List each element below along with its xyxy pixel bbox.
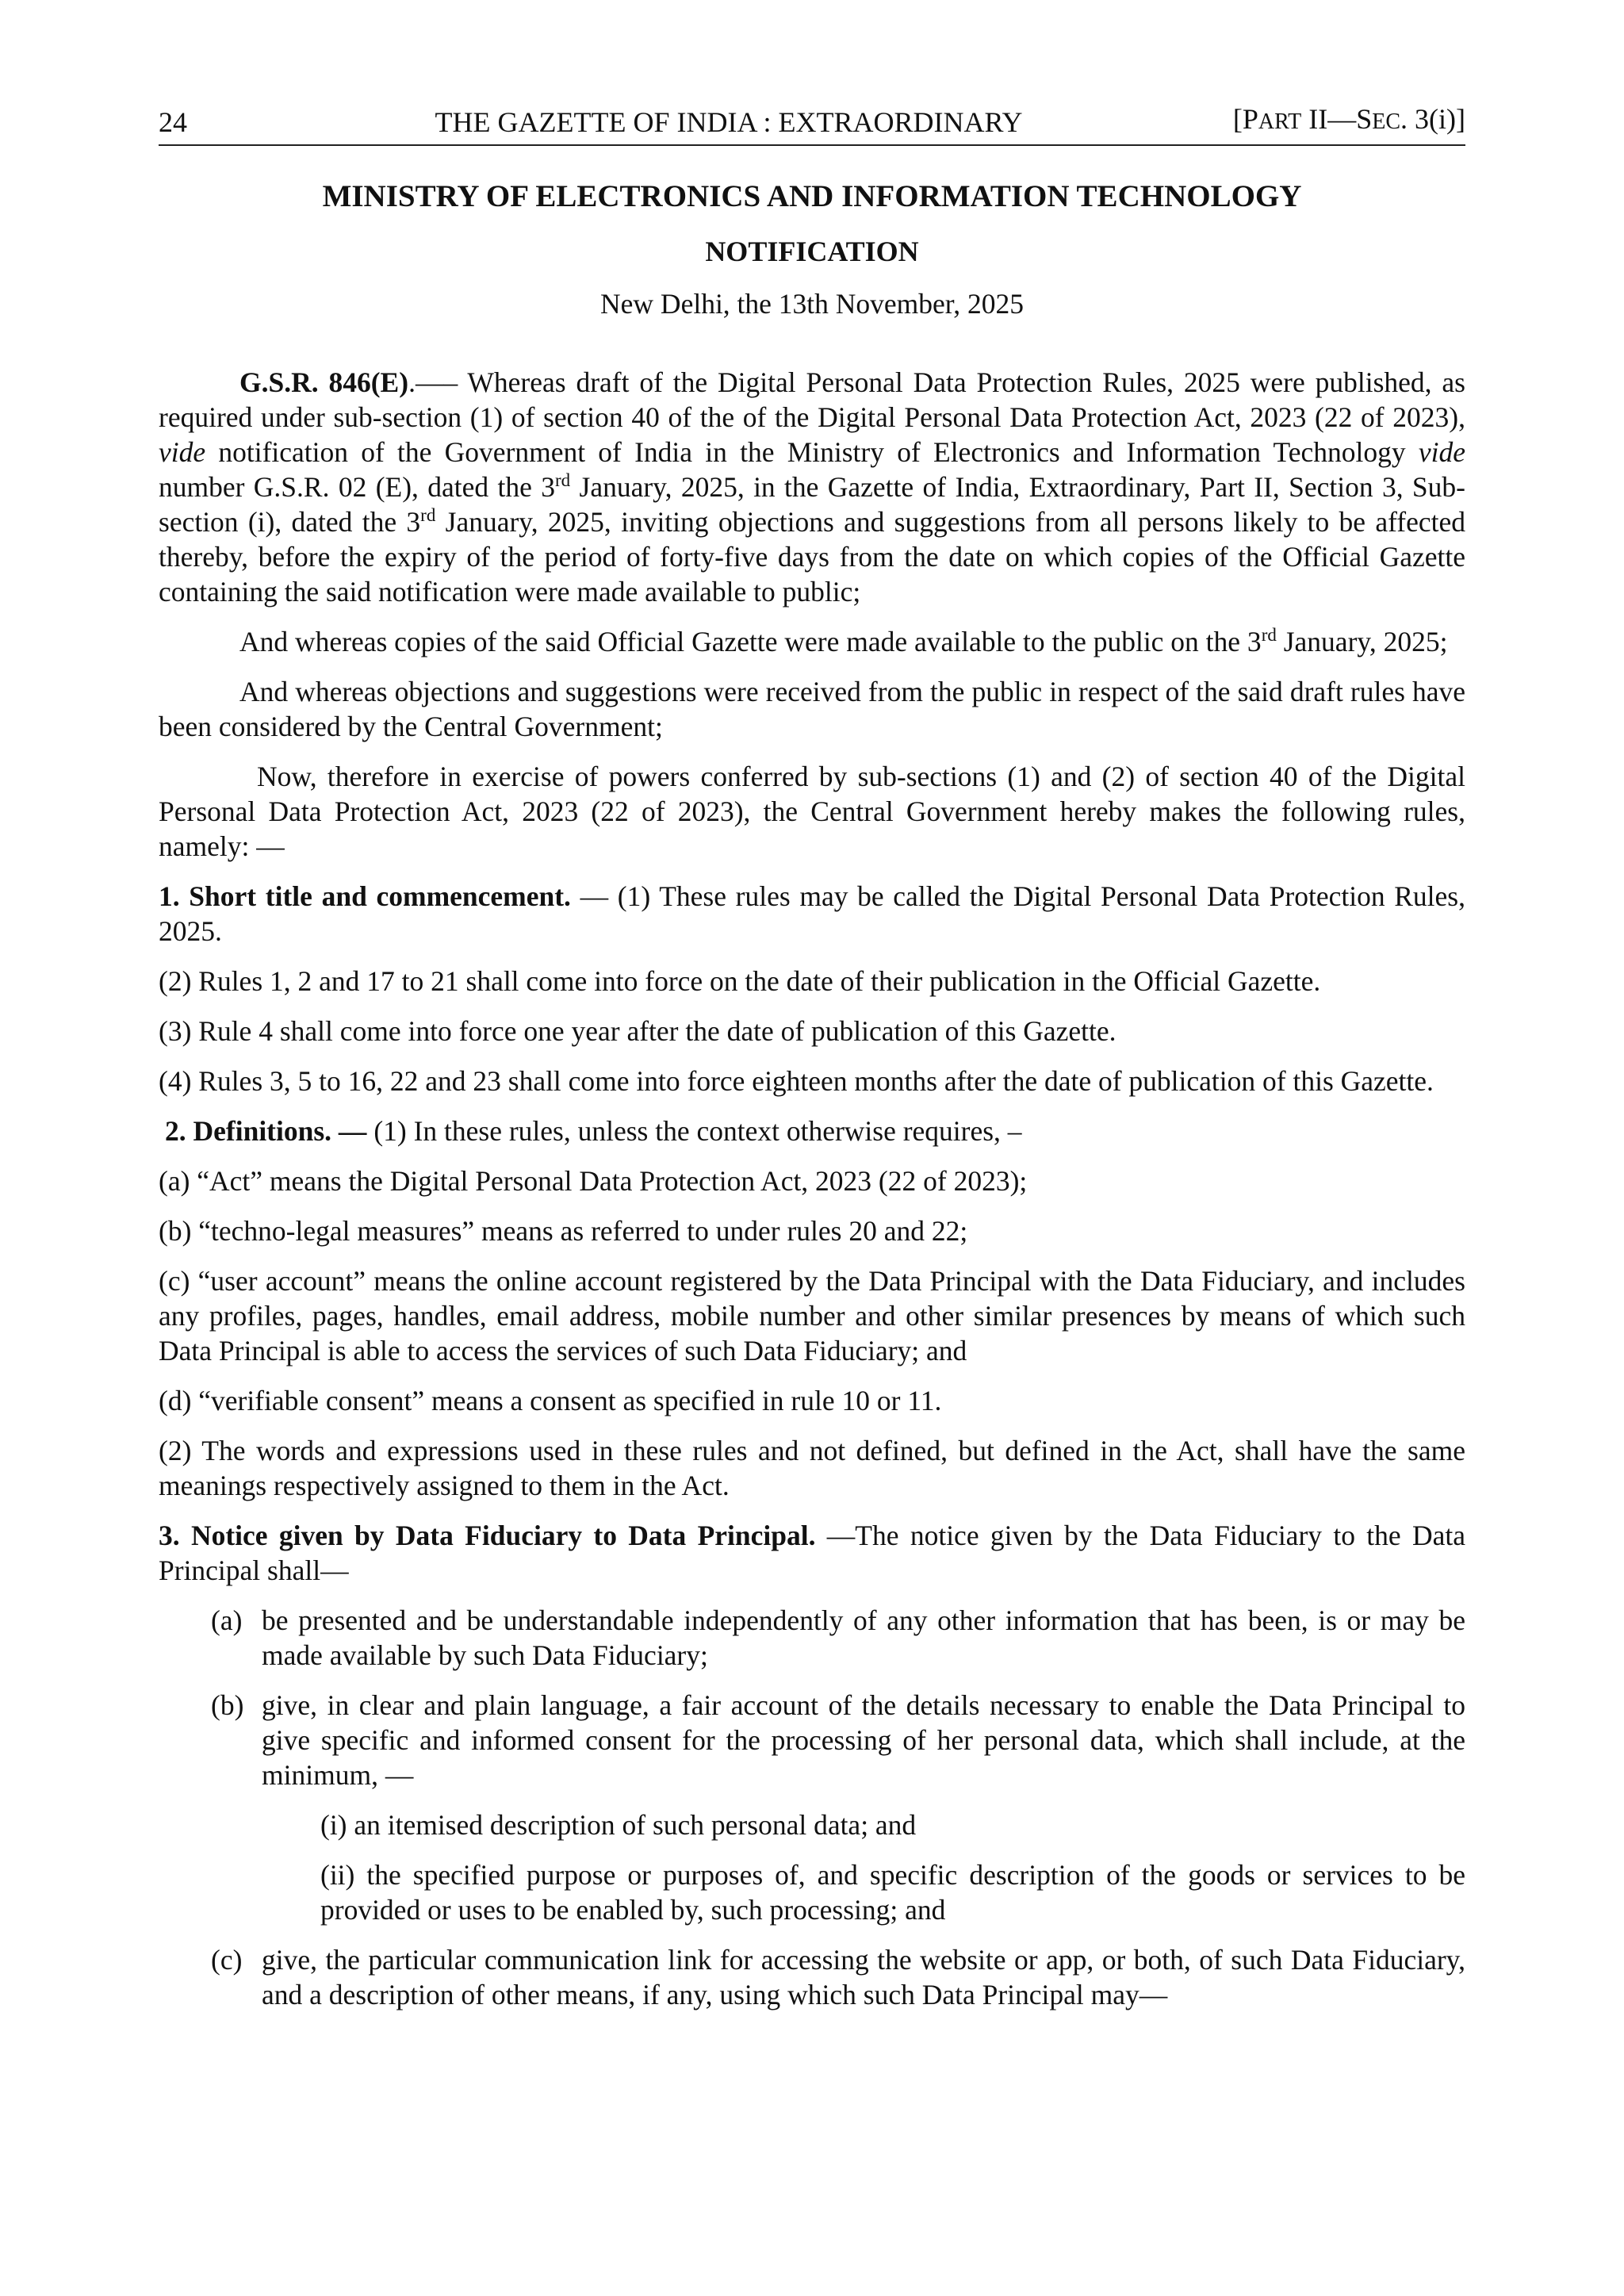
item-text: give, in clear and plain language, a fair account of the details necessary to enable the Data Principal to give specific and informed consent for the processing of her personal data, which shall include, at the minimum, — [262,1689,1465,1791]
rule-1-heading: 1. Short title and commencement. [159,880,571,912]
rule-2-paragraph [159,1114,1465,1148]
part-smallcaps: ART [1258,109,1302,134]
rule-3-paragraph [159,1518,1465,1588]
ordinal-suffix: rd [1261,625,1277,646]
item-text: be presented and be understandable independently of any other information that has been, is or may be made available by such Data Fiduciary; [262,1604,1465,1671]
item-label: (b) [211,1689,244,1721]
part-open: [P [1232,103,1258,135]
preamble-paragraph-2 [159,624,1465,659]
notification-heading: NOTIFICATION [705,236,919,267]
rule-1-subrule-4: (4) Rules 3, 5 to 16, 22 and 23 shall come into force eighteen months after the date of publication of this Gazette. [159,1065,1434,1097]
part-mid: II—S [1301,103,1373,135]
rule-3-item-c [159,1942,1465,2012]
part-close: . 3(i)] [1400,103,1465,135]
definition-d: (d) “verifiable consent” means a consent as specified in rule 10 or 11. [159,1385,942,1416]
rule-3-subitem-i: (i) an itemised description of such personal data; and [320,1809,917,1841]
rule-1-subrule-3: (3) Rule 4 shall come into force one year after the date of publication of this Gazette. [159,1015,1116,1047]
rule-2-text: (1) In these rules, unless the context otherwise requires, – [366,1115,1022,1147]
rule-2-subrule-2: (2) The words and expressions used in these rules and not defined, but defined in the Act, shall have the same meanings respectively assigned to them in the Act. [159,1435,1465,1501]
item-text: give, the particular communication link for accessing the website or app, or both, of such Data Fiduciary, and a description of other means, if any, using which such Data Principal may— [262,1944,1465,2010]
preamble-paragraph-4: Now, therefore in exercise of powers conferred by sub-sections (1) and (2) of section 40 of the Digital Personal Data Protection Act, 2023 (22 of 2023), the Central Government hereby makes the following rules, namely: — [159,761,1465,862]
item-label: (a) [211,1604,243,1636]
preamble-text: January, 2025, in the Gazette of India, Extraordinary, Part II, Section 3, Sub-section (i), dated the 3 [159,471,1465,538]
preamble-text: January, 2025; [1276,626,1448,657]
rule-3-subitem-ii: (ii) the specified purpose or purposes of, and specific description of the goods or services to be provided or uses to be enabled by, such processing; and [320,1859,1465,1926]
vide-italic: vide [159,436,206,468]
gsr-number: G.S.R. 846(E) [239,366,409,398]
rule-3-heading: 3. Notice given by Data Fiduciary to Data Principal. [159,1520,816,1551]
part-section-label [1204,102,1465,140]
section-smallcaps: EC [1372,109,1401,134]
definition-a: (a) “Act” means the Digital Personal Data Protection Act, 2023 (22 of 2023); [159,1165,1028,1197]
definition-c: (c) “user account” means the online account registered by the Data Principal with the Data Fiduciary, and includes any profiles, pages, handles, email address, mobile number and other similar presences by means of which such Data Principal is able to access the services of such Data Fiduciary; and [159,1265,1465,1366]
rule-2-heading: 2. Definitions. — [165,1115,367,1147]
rule-3-item-a [159,1603,1465,1673]
gazette-title: THE GAZETTE OF INDIA : EXTRAORDINARY [435,106,1023,138]
ordinal-suffix: rd [420,505,436,526]
ordinal-suffix: rd [554,470,571,491]
preamble-text: .—– Whereas draft of the Digital Personal Data Protection Rules, 2025 were published, as required under sub-section (1) of section 40 of the of the Digital Personal Data Protection Act, 2023 (22 of 2023), [159,366,1465,433]
preamble-paragraph-1 [159,365,1465,609]
rule-1-paragraph [159,879,1465,949]
preamble-text: number G.S.R. 02 (E), dated the 3 [159,471,555,503]
vide-italic: vide [1418,436,1465,468]
preamble-text: And whereas copies of the said Official Gazette were made available to the public on the 3 [239,626,1262,657]
preamble-text: January, 2025, inviting objections and suggestions from all persons likely to be affected thereby, before the expiry of the period of forty-five days from the date on which copies of the Official Gazette containing the said notification were made available to public; [159,506,1465,608]
preamble-paragraph-3: And whereas objections and suggestions were received from the public in respect of the said draft rules have been considered by the Central Government; [159,676,1465,742]
rule-3-item-b [159,1688,1465,1792]
rule-1-subrule-2: (2) Rules 1, 2 and 17 to 21 shall come into force on the date of their publication in the Official Gazette. [159,965,1321,997]
preamble-text: notification of the Government of India in the Ministry of Electronics and Information Technology [205,436,1419,468]
running-header [159,102,1465,146]
dateline: New Delhi, the 13th November, 2025 [600,288,1024,320]
rule-1-text: — (1) These rules may be called the Digital Personal Data Protection Rules, 2025. [159,880,1465,947]
page-number: 24 [159,106,187,138]
rule-3-text: —The notice given by the Data Fiduciary to the Data Principal shall— [159,1520,1465,1586]
definition-b: (b) “techno-legal measures” means as referred to under rules 20 and 22; [159,1215,968,1247]
item-label: (c) [211,1944,243,1976]
ministry-heading: MINISTRY OF ELECTRONICS AND INFORMATION TECHNOLOGY [322,179,1302,213]
